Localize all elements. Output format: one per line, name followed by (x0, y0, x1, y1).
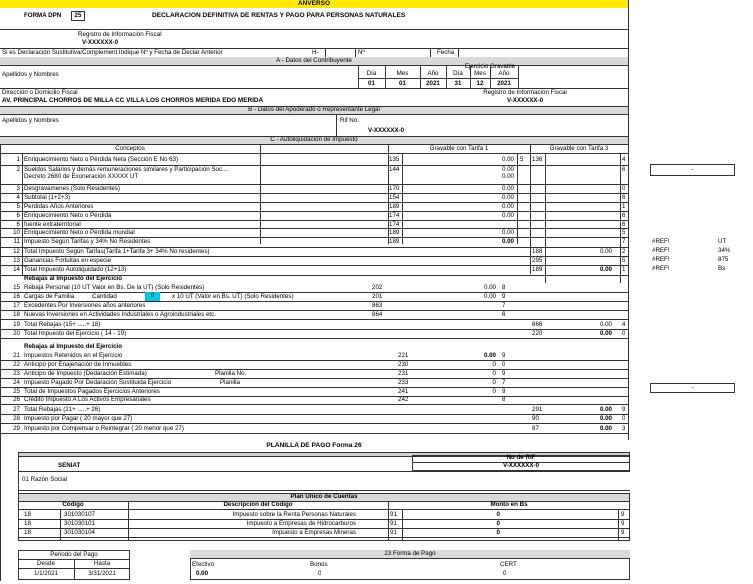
cuenta-a: 18 (24, 529, 31, 536)
row-end: 6 (622, 221, 626, 228)
val-dia-2: 31 (454, 80, 462, 87)
cuenta-end: 9 (621, 520, 625, 527)
val-mes-2: 12 (476, 80, 484, 87)
rebaja-label: Nuevas Inversiones en Actividades Industriales o Agroindustriales etc. (24, 311, 216, 318)
cuenta-a: 18 (24, 520, 31, 527)
row-code: 189 (389, 229, 400, 236)
rebaja2-value: 0 (492, 388, 496, 395)
row-label: Enriquecimiento Neto o Pérdida Neta (Sección E No 63) (24, 156, 179, 163)
fp-efectivo: Efectivo (192, 561, 215, 568)
side-dash-2: - (691, 384, 694, 391)
ref-cell: #REF! (652, 247, 670, 254)
rebajas-title-2: Rebajas al Impuesto del Ejercicio (24, 343, 123, 350)
rebaja2-code: 241 (398, 388, 409, 395)
total2-number: 28 (13, 415, 20, 422)
fp-cert-value: 0 (503, 570, 507, 577)
rebaja2-label: Crédito Impuesto A Los Activos Empresariales (24, 396, 151, 403)
rebaja2-end: 9 (502, 388, 506, 395)
section-a: A - Datos del Contribuyente (0, 57, 628, 65)
row-number: 13 (13, 257, 20, 264)
row-code: 144 (389, 166, 400, 173)
col-mes-1: Mes (396, 70, 409, 77)
rebaja2-value: 0 (492, 379, 496, 386)
fp-bonos: Bonos (310, 561, 328, 568)
rebaja-code: 863 (372, 302, 383, 309)
total-value: 0.00 (599, 321, 612, 328)
norif-label: No de RIF (506, 454, 536, 461)
total2-end: 3 (622, 425, 626, 432)
rebaja2-value: 0 (492, 370, 496, 377)
row-code: 189 (389, 203, 400, 210)
ref-unit: UT (718, 238, 727, 245)
ref-cell: #REF! (652, 265, 670, 272)
row-value: 0.00 (501, 212, 514, 219)
rebaja-label: Rebaja Personal (10 UT Valor en Bs. De la UT) (Solo Residentes) (24, 284, 205, 291)
col-ano-2: Año (498, 70, 510, 77)
rebaja-code: 864 (372, 311, 383, 318)
periodo-title: Periodo del Pago (50, 551, 98, 558)
row-code: 174 (389, 212, 400, 219)
row-label: Total Impuesto Autoliquidado (12+13) (24, 266, 127, 273)
total2-value: 0.00 (599, 406, 612, 413)
row-label: Impuesto Según Tarifas y 34% No Residentes (24, 238, 151, 245)
apellidos-label: Apellidos y Nombres (2, 71, 59, 78)
row-number: 6 (16, 212, 20, 219)
cuenta-desc: Impuesto sobre la Renta Personas Naturales (232, 511, 356, 518)
planilla-title: PLANILLA DE PAGO Forma 26 (266, 442, 362, 449)
row-end: 6 (622, 212, 626, 219)
ref-unit: 875 (718, 256, 729, 263)
row-label: Subtotal (1+2+3) (24, 194, 71, 201)
val-dia-1: 01 (368, 80, 375, 87)
rebaja2-code: 242 (398, 396, 409, 403)
rebaja2-code: 221 (398, 352, 409, 359)
total2-label: Impuesto por Compensar o Reintegrar ( 20 menor que 27) (24, 425, 184, 432)
row-label: Perdidas Años Anteriores (24, 203, 94, 210)
norif-value: V-XXXXXX-0 (502, 462, 540, 469)
rebaja2-end: 8 (502, 396, 506, 403)
rebaja-value: 0.00 (483, 284, 496, 291)
row-code-3: 136 (532, 156, 543, 163)
rebaja-number: 15 (13, 284, 20, 291)
tarifa1-header: Gravable con Tarifa 1 (429, 145, 489, 152)
row-end: 4 (622, 156, 626, 163)
row-number: 4 (16, 194, 20, 201)
row-end: 5 (622, 229, 626, 236)
row-value: 0.00 (501, 166, 514, 173)
row-code-3: 188 (532, 248, 543, 255)
row-end: 2 (622, 248, 626, 255)
rebaja-number: 16 (13, 293, 20, 300)
row-label: Ganancias Fortuitas en especie (24, 257, 112, 264)
row-code: 189 (389, 238, 400, 245)
side-dash-1: - (691, 166, 694, 173)
total-number: 19 (13, 321, 20, 328)
periodo-desde: Desde (37, 560, 55, 567)
rebaja-label: Cargas de Familia (24, 293, 75, 300)
cantidad-extra: x 10 UT (Valor en Bs. UT) (Solo Residentes) (172, 293, 294, 300)
rebaja2-code: 233 (398, 379, 409, 386)
total-value: 0.00 (599, 330, 612, 337)
cuenta-code: 301030101 (64, 520, 95, 527)
rebaja2-label: Anticipo de Impuesto (Dedaración Estimada) (24, 370, 147, 377)
ejercicio-label: Ejercicio Gravable (464, 63, 516, 70)
total2-code: 87 (532, 425, 539, 432)
rebaja-end: 7 (502, 302, 506, 309)
fecha-label: Fecha (437, 49, 455, 56)
fp-cert: CERT (500, 561, 517, 568)
cuenta-desc: Impuesto a Empresas Mineras (272, 529, 356, 536)
total-end: 4 (622, 321, 626, 328)
total2-number: 29 (13, 425, 20, 432)
fp-bonos-value: 0 (318, 570, 322, 577)
total-end: 0 (622, 330, 626, 337)
total2-number: 27 (13, 406, 20, 413)
row-end: 5 (622, 257, 626, 264)
rebaja-number: 17 (13, 302, 20, 309)
cantidad-label: Cantidad (92, 293, 117, 300)
rebaja-end: 6 (502, 311, 506, 318)
h-label: H- (312, 49, 319, 56)
rebaja2-end: 0 (502, 361, 506, 368)
direccion-value: AV. PRINCIPAL CHORROS DE MILLA CC VILLA LOS CHORROS MERIDA EDO MERIDA (2, 97, 264, 104)
rebaja2-number: 23 (13, 370, 20, 377)
row-value: 0.00 (501, 185, 514, 192)
rebaja2-number: 22 (13, 361, 20, 368)
row-value-3: 0.00 (599, 266, 612, 273)
cantidad-field[interactable]: 0 (145, 292, 160, 301)
rebaja-code: 201 (372, 293, 383, 300)
forma-number: 25 (71, 11, 85, 21)
rebaja2-number: 26 (13, 396, 20, 403)
row-number: 2 (16, 166, 20, 173)
rebaja2-label: Impuestos Retenidos en el Ejercicio (24, 352, 123, 359)
ref-unit: Bs (718, 265, 726, 272)
row-label: Sueldos Salarios y demás remuneraciones similares y Participación Soc... (24, 166, 228, 173)
rebaja-code: 202 (372, 284, 383, 291)
total2-value: 0.00 (599, 425, 612, 432)
ref-unit: 34% (718, 247, 731, 254)
row-number: 5 (16, 203, 20, 210)
total-number: 20 (13, 330, 20, 337)
total2-end: 0 (622, 415, 626, 422)
cuentas-col-monto: Monto en Bs (490, 501, 528, 508)
total-label: Total Rebajas (15+ .....+ 18) (24, 321, 101, 328)
row-code: 135 (389, 156, 400, 163)
total-code: 220 (532, 330, 543, 337)
ref-cell: #REF! (652, 256, 670, 263)
rebaja2-end: 7 (502, 379, 506, 386)
total2-code: 90 (532, 415, 539, 422)
row-code: 154 (389, 194, 400, 201)
rebaja2-label: Total de Impuestos Pagados Ejercicios Anteriores (24, 388, 160, 395)
tarifa3-header: Gravable con Tarifa 3 (549, 145, 609, 152)
periodo-hasta-value: 3/31/2021 (88, 570, 116, 577)
total2-code: 291 (532, 406, 543, 413)
n-label: Nº (358, 49, 365, 56)
rebaja2-code: 230 (398, 361, 409, 368)
cuenta-end: 9 (621, 511, 625, 518)
rebaja2-label: Anticipo por Enajenación de Inmuebles (24, 361, 132, 368)
rebaja2-code: 231 (398, 370, 409, 377)
row-value: 0.00 (501, 203, 514, 210)
rif2-label: Registro de Información Fiscal (483, 89, 567, 96)
rebaja2-label: Impuesto Pagado Por Dedaración Sustituida Ejercicio (24, 379, 172, 386)
razon-social: 01 Razón Social (22, 476, 68, 483)
ref-cell: #REF! (652, 238, 670, 245)
rebaja2-number: 24 (13, 379, 20, 386)
rebaja2-mid: Planilla No. (215, 370, 247, 377)
seniat-label: SENIAT (58, 462, 81, 469)
row-code: 170 (389, 185, 400, 192)
periodo-desde-value: 1/1/2021 (33, 570, 59, 577)
periodo-hasta: Hasta (93, 560, 111, 567)
rep-rif-value: V-XXXXXX-0 (368, 127, 405, 134)
row-code-3: 295 (532, 257, 543, 264)
rebaja-end: 9 (502, 293, 506, 300)
row-value: 0.00 (501, 156, 514, 163)
val-ano-1: 2021 (426, 80, 440, 87)
row-label: Desgravamenes (Solo Residentes) (24, 185, 120, 192)
rebaja2-end: 9 (502, 370, 506, 377)
cuentas-col-codigo: Código (62, 501, 84, 508)
total2-end: 9 (622, 406, 626, 413)
total2-label: Impuesto por Pagar ( 20 mayor que 27) (24, 415, 133, 422)
row-value: 0.00 (501, 194, 514, 201)
row-end: 7 (622, 238, 626, 245)
row-label: Enriquecimiento Neto o Pérdida mundial (24, 229, 135, 236)
conceptos-header: Conceptos (115, 145, 145, 152)
row-code: 174 (389, 221, 400, 228)
rep-apellidos: Apellidos y Nombres (2, 117, 59, 124)
sustitutiva-label: Si es Declaración Sustitutiva/Complement Indique Nº y Fecha de Declar Anterior (2, 49, 223, 56)
row-number: 1 (16, 156, 20, 163)
total2-label: Total Rebajas (21+ .....+ 26) (24, 406, 101, 413)
form-title: DECLARACION DEFINITIVA DE RENTAS Y PAGO PARA PERSONAS NATURALES (152, 12, 406, 19)
cuenta-a: 18 (24, 511, 31, 518)
section-c: C - Autoliquidación de Impuesto (0, 136, 628, 144)
col-dia-2: Día (453, 70, 463, 77)
cuenta-code: 301030104 (64, 529, 95, 536)
anverso-banner: ANVERSO (0, 0, 628, 8)
row-end: 1 (622, 266, 626, 273)
forma-pago-title: 23 Forma de Pago (190, 550, 630, 558)
rebaja2-number: 25 (13, 388, 20, 395)
cuentas-title: Plan Unico de Cuentas (18, 493, 630, 501)
col-dia-1: Día (366, 70, 377, 77)
rebaja2-mid: Planilla (220, 379, 240, 386)
rebaja-label: Excedentes Por Inversiones años anteriores (24, 302, 146, 309)
row-number: 3 (16, 185, 20, 192)
cuenta-monto: 0 (496, 520, 500, 527)
row-number: 11 (13, 238, 20, 245)
section-b: B - Datos del Apoderado o Representante Legal (0, 106, 628, 114)
col-ano-1: Año (427, 70, 439, 77)
rebaja2-value: 0 (492, 361, 496, 368)
rif-label: Registro de Información Fiscal (78, 31, 162, 38)
cuenta-monto: 0 (496, 529, 500, 536)
cuenta-desc: Impuesto a Empresas de Hidrocarburos (246, 520, 356, 527)
forma-label: FORMA DPN (24, 12, 62, 19)
row-number: 6 (16, 221, 20, 228)
row-value: 0.00 (501, 229, 514, 236)
cuenta-code: 301030107 (64, 511, 95, 518)
row-label: fuente extraterritorial (24, 221, 81, 228)
row-value: 0.00 (501, 238, 514, 245)
rebaja2-value: 0.00 (483, 352, 496, 359)
rebaja-number: 18 (13, 311, 20, 318)
rif2-value: V-XXXXXX-0 (506, 97, 544, 104)
row-end: 6 (622, 194, 626, 201)
cuenta-n: 91 (390, 529, 397, 536)
cuenta-end: 9 (621, 529, 625, 536)
total2-value: 0.00 (599, 415, 612, 422)
rif-value: V-XXXXXX-0 (82, 39, 119, 46)
row-label-2: Decreto 2680 de Exoneración XXXXX UT (24, 173, 139, 180)
rebajas-title-1: Rebajas al Impuesto del Ejercicio (24, 275, 123, 282)
row-number: 12 (13, 248, 20, 255)
rep-rif-label: Rif No. (340, 117, 359, 124)
val-mes-1: 01 (399, 80, 406, 87)
row-end: 1 (622, 203, 626, 210)
val-ano-2: 2021 (497, 80, 511, 87)
row-number: 14 (13, 266, 20, 273)
fp-efectivo-value: 0.00 (196, 570, 209, 577)
rebaja2-end: 9 (502, 352, 506, 359)
total-code: 866 (532, 321, 543, 328)
rebaja-value: 0.00 (483, 293, 496, 300)
row-value-3: 0.00 (599, 248, 612, 255)
row-code-3: 189 (532, 266, 543, 273)
cuenta-n: 91 (390, 520, 397, 527)
rebaja-end: 8 (502, 284, 506, 291)
row-label: Total Impuesto Según Tarifas(Tarifa 1+Tarifa 3+ 34% No residentes) (24, 248, 210, 255)
rebaja2-number: 21 (13, 352, 20, 359)
cuentas-col-desc: Descripción del Código (223, 501, 293, 508)
row-end: 6 (622, 166, 626, 173)
row-end: 0 (622, 185, 626, 192)
cuenta-n: 91 (390, 511, 397, 518)
col-mes-2: Mes (474, 70, 486, 77)
row-label: Enriquecimiento Neto o Pérdida (24, 212, 112, 219)
row-value-2: 0.00 (501, 173, 514, 180)
total-label: Total Impuesto del Ejercicio ( 14 - 19) (24, 330, 127, 337)
cuenta-monto: 0 (496, 511, 500, 518)
row-extra: 5 (520, 156, 524, 163)
direccion-label: Dirección o Domicilio Fiscal (2, 89, 78, 96)
row-number: 10 (13, 229, 20, 236)
